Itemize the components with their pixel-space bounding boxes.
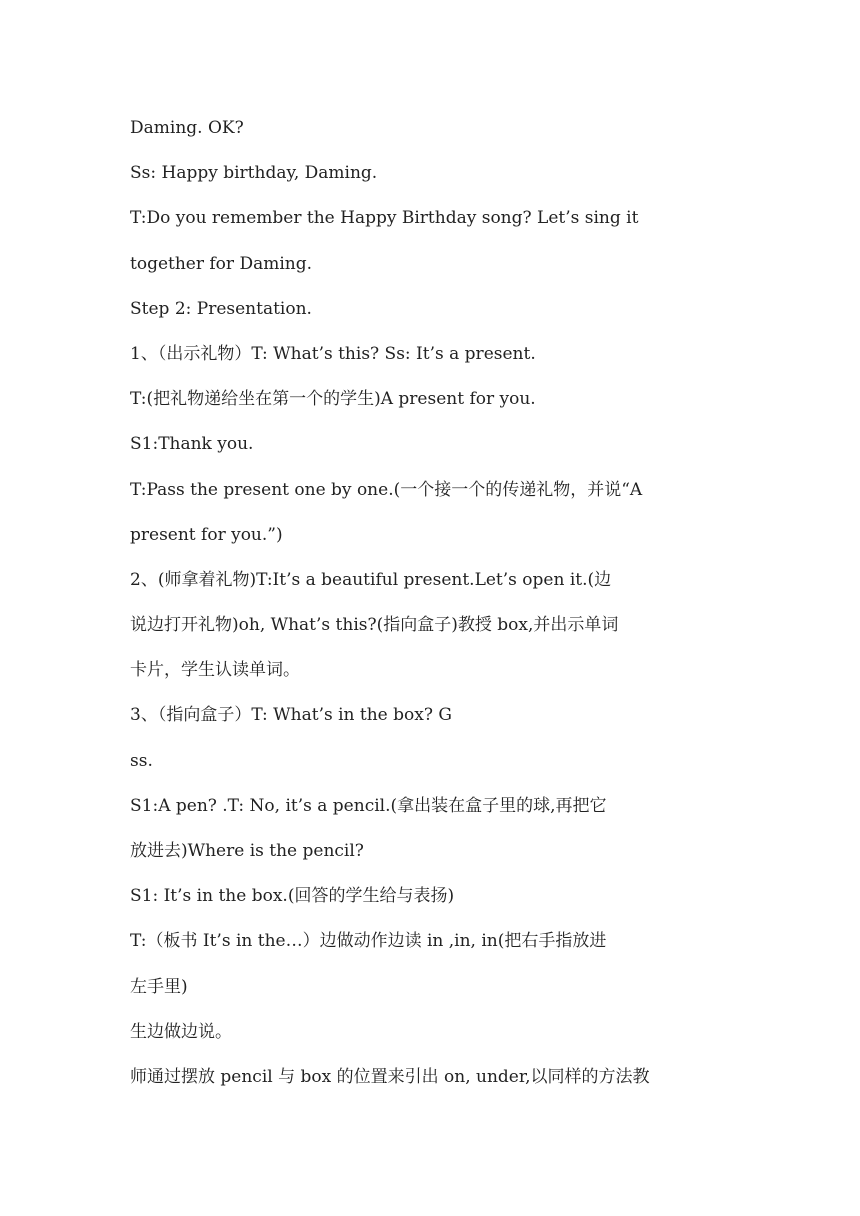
text-line: 左手里) [130,976,188,997]
text-line: 师通过摆放 pencil 与 box 的位置来引出 on, under,以同样的方法教 [130,1066,650,1087]
text-line: 卡片，学生认读单词。 [130,660,300,681]
text-line: Ss: Happy birthday, Daming. [130,163,378,184]
text-line: T:Pass the present one by one.(一个接一个的传递礼物，并说“A [130,479,643,500]
document-body [130,110,730,1104]
text-line: Daming. OK? [130,118,244,138]
text-line: T:（板书 It’s in the…）边做动作边读 in ,in, in(把右手指放进 [130,931,607,952]
step-heading: Step 2: Presentation. [130,298,312,319]
text-line: S1: It’s in the box.(回答的学生给与表扬) [130,886,455,907]
text-line: 2、(师拿着礼物)T:It’s a beautiful present.Let’s open it.(边 [130,569,612,590]
text-line: together for Daming. [130,253,312,274]
text-line: 说边打开礼物)oh, What’s this?(指向盒子)教授 box,并出示单词 [130,615,619,636]
text-line: S1:A pen? .T: No, it’s a pencil.(拿出装在盒子里的球,再把它 [130,795,607,816]
text-line: 3、（指向盒子）T: What’s in the box? G [130,705,452,726]
text-line: T:(把礼物递给坐在第一个的学生)A present for you. [130,389,536,410]
text-line: T:Do you remember the Happy Birthday song? Let’s sing it [130,208,639,229]
text-line: 放进去)Where is the pencil? [130,841,364,861]
text-line: S1:Thank you. [130,434,254,455]
text-line: 生边做边说。 [130,1021,232,1042]
text-line: present for you.”) [130,524,283,545]
text-line: 1、（出示礼物）T: What’s this? Ss: It’s a present. [130,343,536,364]
text-line: ss. [130,750,153,771]
